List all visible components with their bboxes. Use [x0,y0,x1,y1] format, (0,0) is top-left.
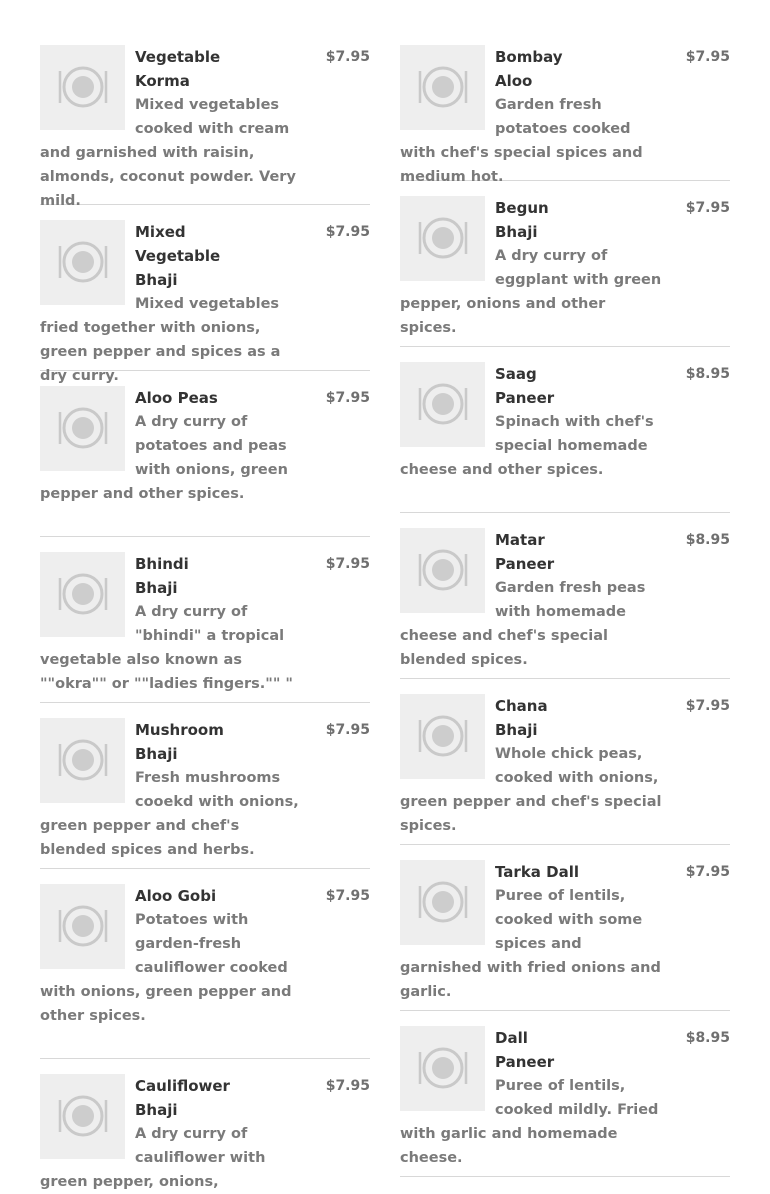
item-name: Begun Bhaji [495,199,549,241]
menu-item[interactable] [40,884,370,1059]
plate-fork-icon [40,45,125,130]
item-description: A dry curry of potatoes and peas with onions, green pepper and other spices. [40,414,288,502]
item-name: Mushroom Bhaji [135,721,224,763]
plate-fork-icon [40,220,125,305]
menu-item[interactable] [400,196,730,347]
item-name: Aloo Gobi [135,887,217,905]
item-name: Cauliflower Bhaji [135,1077,230,1119]
plate-fork-icon [400,860,485,945]
item-description: Fresh mushrooms cooekd with onions, green pepper and chef's blended spices and herbs. [40,770,299,858]
item-description: Potatoes with garden-fresh cauliflower cooked with onions, green pepper and other spices. [40,912,292,1024]
plate-fork-icon [40,552,125,637]
item-name: Dall Paneer [495,1029,555,1071]
plate-fork-icon [40,386,125,471]
item-description: Spinach with chef's special homemade cheese and other spices. [400,414,654,478]
plate-fork-icon [400,196,485,281]
item-price: $7.95 [325,224,370,240]
item-price: $7.95 [685,200,730,216]
item-description: A dry curry of eggplant with green pepper, onions and other spices. [400,248,662,336]
item-description: Garden fresh peas with homemade cheese and chef's special blended spices. [400,580,646,668]
item-price: $7.95 [325,390,370,406]
item-price: $8.95 [685,1030,730,1046]
menu-item[interactable] [400,1026,730,1177]
menu-item[interactable] [40,386,370,537]
item-price: $7.95 [325,556,370,572]
plate-fork-icon [40,1074,125,1159]
item-name: Chana Bhaji [495,697,548,739]
item-description: Mixed vegetables cooked with cream and garnished with raisin, almonds, coconut powder. Very mild. [40,97,296,209]
item-description: Mixed vegetables fried together with onions, green pepper and spices as a dry curry. [40,296,281,384]
menu-item[interactable] [40,552,370,703]
item-name: Aloo Peas [135,389,218,407]
plate-fork-icon [40,718,125,803]
item-name: Saag Paneer [495,365,555,407]
item-price: $7.95 [685,864,730,880]
plate-fork-icon [400,694,485,779]
menu-item[interactable] [40,45,370,209]
item-price: $8.95 [685,532,730,548]
plate-fork-icon [400,362,485,447]
item-price: $8.95 [685,366,730,382]
menu-item[interactable] [40,220,370,384]
item-price: $7.95 [325,49,370,65]
menu-column-right [400,45,730,1192]
menu-item[interactable] [40,1074,370,1190]
plate-fork-icon [400,528,485,613]
plate-fork-icon [400,1026,485,1111]
plate-fork-icon [400,45,485,130]
item-price: $7.95 [325,888,370,904]
menu-item[interactable] [400,45,730,185]
menu-item[interactable] [400,694,730,845]
menu-item[interactable] [400,528,730,679]
menu-item[interactable] [400,362,730,513]
item-name: Bombay Aloo [495,48,563,90]
item-description: Garden fresh potatoes cooked with chef's special spices and medium hot. [400,97,643,185]
item-price: $7.95 [325,722,370,738]
item-description: A dry curry of cauliflower with green pepper, onions, [40,1126,266,1190]
item-description: Whole chick peas, cooked with onions, green pepper and chef's special spices. [400,746,662,834]
item-price: $7.95 [685,49,730,65]
item-description: Puree of lentils, cooked mildly. Fried with garlic and homemade cheese. [400,1078,659,1166]
plate-fork-icon [40,884,125,969]
menu-column-left [40,45,370,1189]
menu-item[interactable] [40,718,370,869]
item-name: Vegetable Korma [135,48,221,90]
item-price: $7.95 [325,1078,370,1094]
item-name: Matar Paneer [495,531,555,573]
item-description: Puree of lentils, cooked with some spices and garnished with fried onions and garlic. [400,888,661,1000]
item-price: $7.95 [685,698,730,714]
item-name: Bhindi Bhaji [135,555,189,597]
item-name: Tarka Dall [495,863,579,881]
item-description: A dry curry of "bhindi" a tropical vegetable also known as ""okra"" or ""ladies fingers."" " [40,604,293,692]
menu-item[interactable] [400,860,730,1011]
item-name: Mixed Vegetable Bhaji [135,223,221,289]
